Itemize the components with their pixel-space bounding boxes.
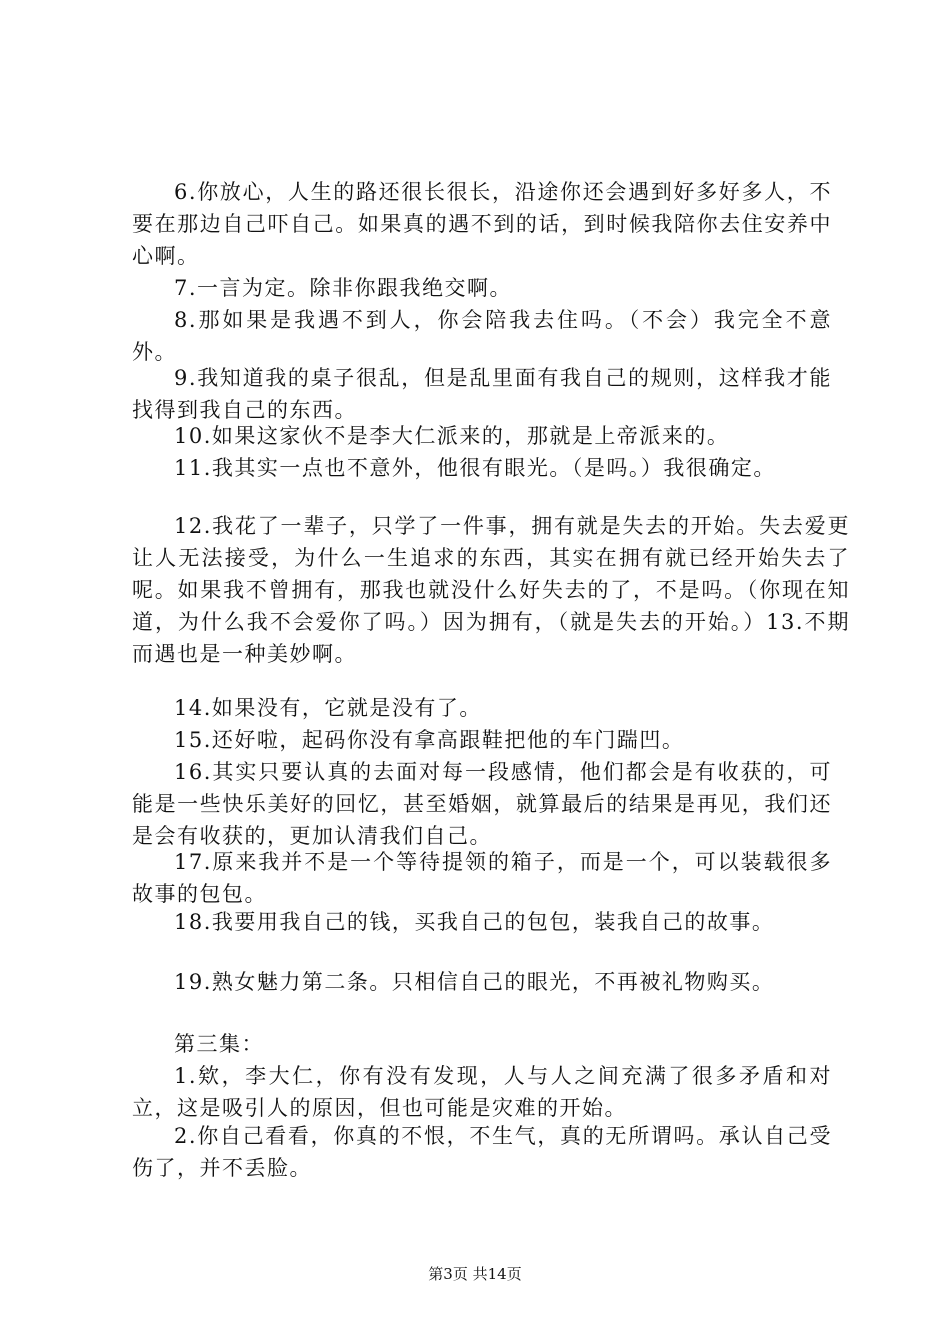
paragraph-17: 17.原来我并不是一个等待提领的箱子，而是一个，可以装载很多故事的包包。	[132, 850, 832, 906]
paragraph-10: 10.如果这家伙不是李大仁派来的，那就是上帝派来的。	[174, 424, 730, 448]
paragraph-7: 7.一言为定。除非你跟我绝交啊。	[174, 276, 513, 300]
paragraph-11: 11.我其实一点也不意外，他很有眼光。（是吗。）我很确定。	[174, 456, 776, 480]
paragraph-14: 14.如果没有，它就是没有了。	[174, 696, 482, 720]
paragraph-15: 15.还好啦，起码你没有拿高跟鞋把他的车门踹凹。	[174, 728, 685, 752]
paragraph-16: 16.其实只要认真的去面对每一段感情，他们都会是有收获的，可能是一些快乐美好的回忆，甚至婚姻，就算最后的结果是再见，我们还是会有收获的，更加认清我们自己。	[132, 760, 832, 848]
paragraph-18: 18.我要用我自己的钱，买我自己的包包，装我自己的故事。	[174, 910, 775, 934]
paragraph-8: 8.那如果是我遇不到人，你会陪我去住吗。（不会）我完全不意外。	[132, 308, 832, 364]
paragraph-6: 6.你放心，人生的路还很长很长，沿途你还会遇到好多好多人，不要在那边自己吓自己。如果真的遇不到的话，到时候我陪你去住安养中心啊。	[132, 180, 832, 268]
section-heading: 第三集：	[174, 1032, 264, 1056]
paragraph-3-2: 2.你自己看看，你真的不恨，不生气，真的无所谓吗。承认自己受伤了，并不丢脸。	[132, 1124, 832, 1180]
paragraph-3-1: 1.欸，李大仁，你有没有发现，人与人之间充满了很多矛盾和对立，这是吸引人的原因，但也可能是灾难的开始。	[132, 1064, 832, 1120]
paragraph-9: 9.我知道我的桌子很乱，但是乱里面有我自己的规则，这样我才能找得到我自己的东西。	[132, 366, 832, 422]
page-footer: 第3页 共14页	[428, 1265, 522, 1283]
paragraph-19: 19.熟女魅力第二条。只相信自己的眼光，不再被礼物购买。	[174, 970, 775, 994]
paragraph-12-13: 12.我花了一辈子，只学了一件事，拥有就是失去的开始。失去爱更让人无法接受，为什么一生追求的东西，其实在拥有就已经开始失去了呢。如果我不曾拥有，那我也就没什么好失去的了，不是吗。（你现在知道，为什么我不会爱你了吗。）因为拥有，（就是失去的开始。）13.不期而遇也是一种美妙啊。	[132, 514, 850, 666]
